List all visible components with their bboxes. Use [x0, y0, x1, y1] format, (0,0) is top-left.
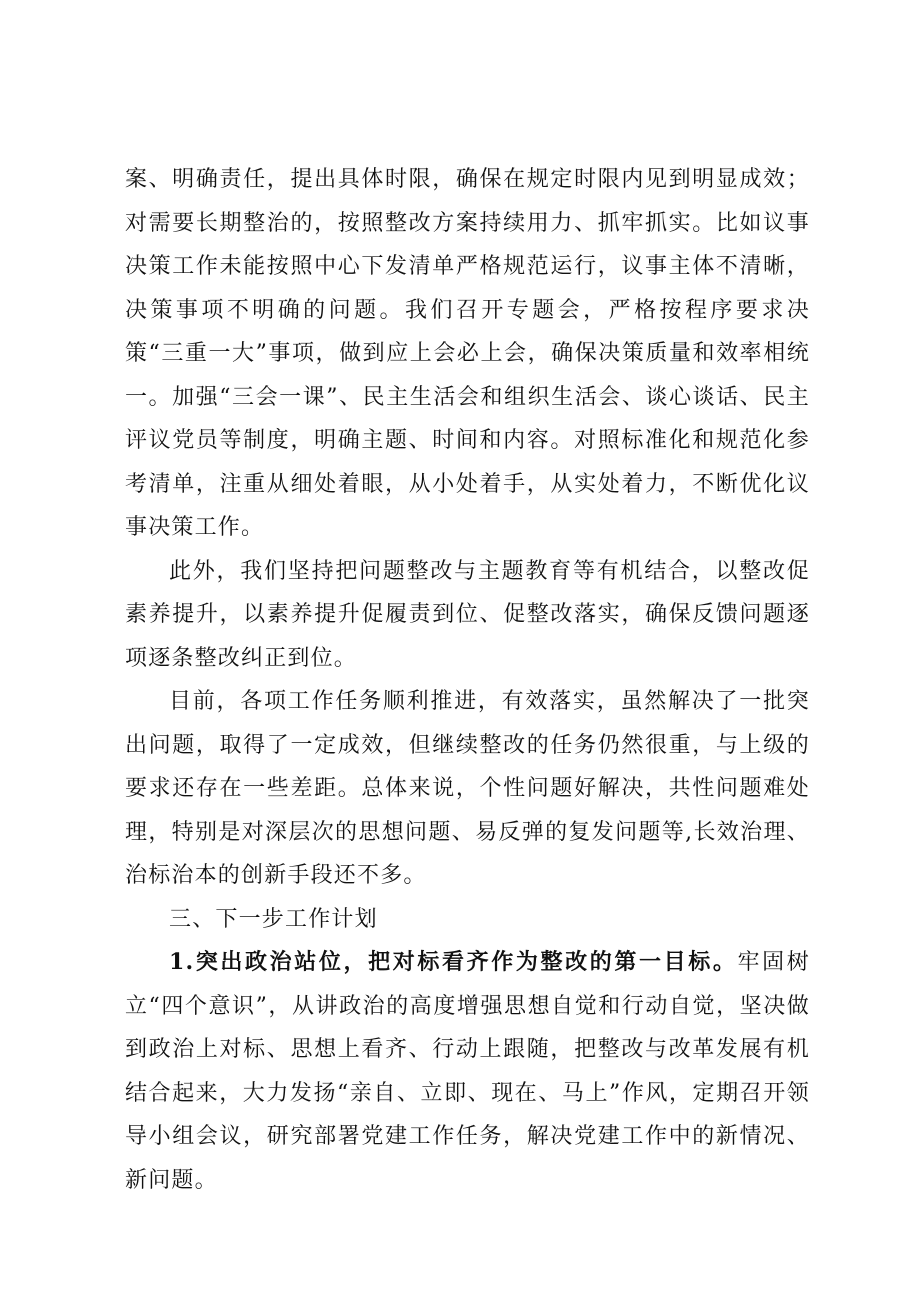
paragraph-continuation: 案、明确责任，提出具体时限，确保在规定时限内见到明显成效；对需要长期整治的，按照整改方案持续用力、抓牢抓实。比如议事决策工作未能按照中心下发清单严格规范运行，议事主体不清晰，决策事项不明确的问题。我们召开专题会，严格按程序要求决策“三重一大”事项，做到应上会必上会，确保决策质量和效率相统一。加强“三会一课”、民主生活会和组织生活会、谈心谈话、民主评议党员等制度，明确主题、时间和内容。对照标准化和规范化参考清单，注重从细处着眼，从小处着手，从实处着力，不断优化议事决策工作。	[125, 167, 810, 540]
item-1-bold-lead: 1.突出政治站位，把对标看齐作为整改的第一目标。	[169, 949, 738, 975]
document-body	[125, 158, 810, 1202]
paragraph-besides: 此外，我们坚持把问题整改与主题教育等有机结合，以整改促素养提升，以素养提升促履责到位、促整改落实，确保反馈问题逐项逐条整改纠正到位。	[125, 558, 810, 671]
item-1-body: 牢固树立“四个意识”，从讲政治的高度增强思想自觉和行动自觉，坚决做到政治上对标、思想上看齐、行动上跟随，把整改与改革发展有机结合起来，大力发扬“亲自、立即、现在、马上”作风，定期召开领导小组会议，研究部署党建工作任务，解决党建工作中的新情况、新问题。	[125, 950, 810, 1193]
section-heading: 三、下一步工作计划	[169, 906, 378, 932]
paragraph-current-status: 目前，各项工作任务顺利推进，有效落实，虽然解决了一批突出问题，取得了一定成效，但继续整改的任务仍然很重，与上级的要求还存在一些差距。总体来说，个性问题好解决，共性问题难处理，特别是对深层次的思想问题、易反弹的复发问题等,长效治理、治标治本的创新手段还不多。	[125, 689, 810, 888]
paragraph-item-1	[125, 941, 810, 1202]
